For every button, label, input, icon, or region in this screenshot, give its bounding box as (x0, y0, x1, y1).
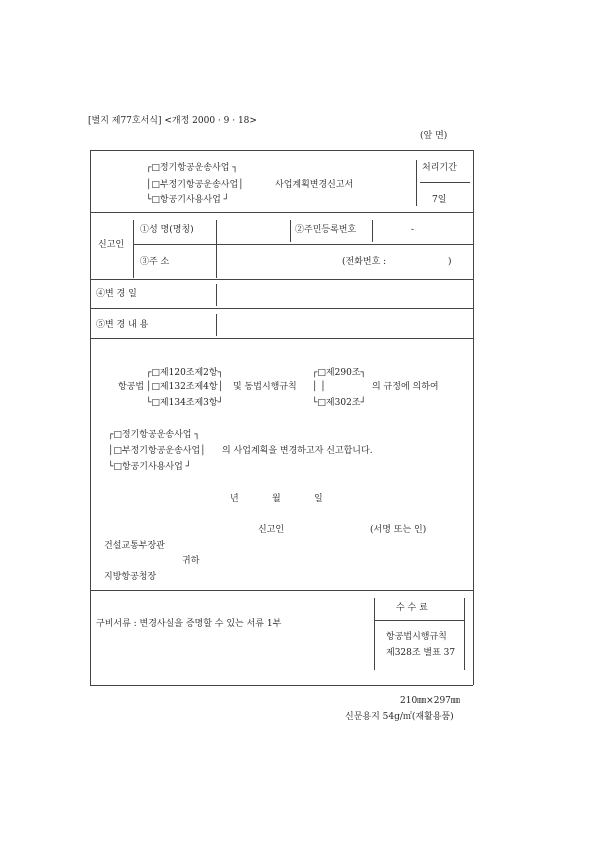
name-label: ①성 명(명칭) (140, 225, 194, 235)
decl-biz-option-1: ┌□정기항공운송사업 ┐ (108, 430, 200, 440)
rule-option-1: ┌□제290조┐ (312, 368, 366, 378)
form-reference: [별지 제77호서식] <개정 2000 · 9 · 18> (88, 116, 257, 126)
fee-label: 수 수 료 (396, 603, 428, 613)
fee-rule-line-1: 항공법시행규칙 (386, 632, 447, 642)
title-biz-option-2: │□부정기항공운송사업│ (146, 180, 244, 190)
form-title: 사업계획변경신고서 (275, 180, 354, 190)
date-month: 월 (272, 494, 281, 504)
rrn-label: ②주민등록번호 (295, 225, 357, 235)
processing-period-value: 7일 (432, 195, 447, 205)
change-date-label: ④변 경 일 (96, 289, 137, 299)
title-biz-option-1: ┌□정기항공운송사업 ┐ (146, 163, 238, 173)
decl-biz-option-2: │□부정기항공운송사업│ (108, 446, 206, 456)
phone-label: (전화번호 : (342, 257, 387, 267)
required-documents: 구비서류 : 변경사실을 증명할 수 있는 서류 1부 (96, 619, 282, 629)
applicant-label: 신고인 (98, 240, 125, 250)
phone-close: ) (448, 257, 452, 267)
recipient-honorific: 귀하 (182, 556, 200, 566)
and-rule-text: 및 동법시행규칙 (233, 382, 297, 392)
front-side-label: (앞 면) (420, 131, 448, 141)
declaration-statement: 의 사업계획을 변경하고자 신고합니다. (222, 446, 373, 456)
recipient-regional: 지방항공청장 (104, 572, 157, 582)
rrn-dash: - (411, 225, 415, 235)
recipient-ministry: 건설교통부장관 (104, 541, 165, 551)
signature-label: (서명 또는 인) (370, 525, 427, 535)
law-prefix: 항공법 (118, 382, 145, 392)
fee-rule-line-2: 제328조 별표 37 (386, 648, 456, 658)
rule-option-2: │ │ (312, 382, 326, 392)
address-label: ③주 소 (140, 257, 170, 267)
change-detail-label: ⑤변 경 내 용 (96, 320, 149, 330)
title-biz-option-3: └□항공기사용사업 ┘ (146, 195, 230, 205)
processing-period-label: 처리기간 (422, 163, 457, 173)
law-article-option-3: └□제134조제3항┘ (146, 398, 224, 408)
decl-biz-option-3: └□항공기사용사업 ┘ (108, 462, 192, 472)
law-article-option-2: │□제132조제4항│ (146, 382, 224, 392)
signer-label: 신고인 (258, 525, 285, 535)
rule-option-3: └□제302조┘ (312, 398, 366, 408)
date-day: 일 (314, 494, 323, 504)
law-article-option-1: ┌□제120조제2항┐ (146, 368, 224, 378)
paper-size: 210㎜×297㎜ (400, 696, 460, 706)
per-text: 의 규정에 의하여 (372, 382, 439, 392)
paper-spec: 신문용지 54g/㎡(재활용품) (345, 712, 454, 722)
date-year: 년 (230, 494, 239, 504)
